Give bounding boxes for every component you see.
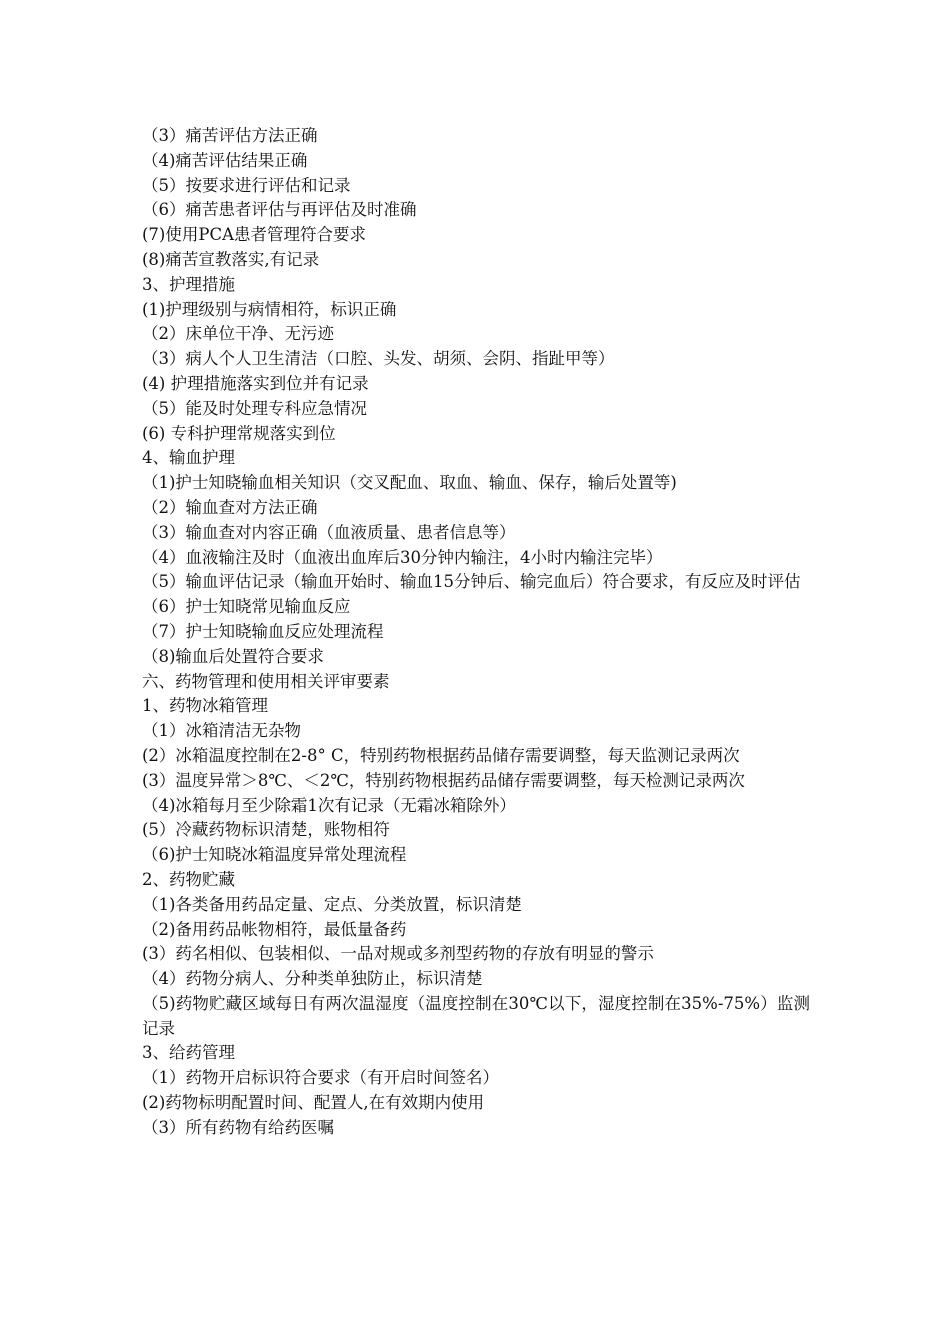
list-item: （3）病人个人卫生清洁（口腔、头发、胡须、会阴、指趾甲等） xyxy=(142,349,615,369)
section-heading: 3、给药管理 xyxy=(142,1043,235,1063)
list-item: (3）药名相似、包装相似、一品对规或多剂型药物的存放有明显的警示 xyxy=(142,944,654,964)
list-item: （2)备用药品帐物相符，最低量备药 xyxy=(142,919,407,939)
section-heading: 4、输血护理 xyxy=(142,448,235,468)
section-heading: 3、护理措施 xyxy=(142,274,235,294)
list-item: (1)护理级别与病情相符，标识正确 xyxy=(142,299,397,319)
list-item: （3）所有药物有给药医嘱 xyxy=(142,1117,334,1137)
list-item: （2）输血查对方法正确 xyxy=(142,497,318,517)
list-item: (2）冰箱温度控制在2-8° C，特别药物根据药品储存需要调整，每天监测记录两次 xyxy=(142,745,740,765)
list-item: （1)护士知晓输血相关知识（交叉配血、取血、输血、保存，输后处置等) xyxy=(142,473,677,493)
list-item: (8)痛苦宣教落实,有记录 xyxy=(142,249,320,269)
chapter-heading: 六、药物管理和使用相关评审要素 xyxy=(142,671,390,691)
list-item: (4) 护理措施落实到位并有记录 xyxy=(142,373,369,393)
list-item: (7)使用PCA患者管理符合要求 xyxy=(142,225,367,245)
document-body xyxy=(142,124,810,1141)
list-item: （5）按要求进行评估和记录 xyxy=(142,175,351,195)
list-item: （3）输血查对内容正确（血液质量、患者信息等） xyxy=(142,522,516,542)
list-item: （5)药物贮藏区域每日有两次温湿度（温度控制在30℃以下，湿度控制在35%-75%）监测记录 xyxy=(142,993,810,1038)
list-item: (2)药物标明配置时间、配置人,在有效期内使用 xyxy=(142,1093,485,1113)
list-item: （5）输血评估记录（输血开始时、输血15分钟后、输完血后）符合要求，有反应及时评估 xyxy=(142,572,801,592)
list-item: （4)冰箱每月至少除霜1次有记录（无霜冰箱除外） xyxy=(142,795,516,815)
section-heading: 1、药物冰箱管理 xyxy=(142,696,268,716)
list-item: （1）冰箱清洁无杂物 xyxy=(142,721,301,741)
list-item: （4）血液输注及时（血液出血库后30分钟内输注，4小时内输注完毕） xyxy=(142,547,663,567)
list-item: （3）痛苦评估方法正确 xyxy=(142,126,318,145)
list-item: （8)输血后处置符合要求 xyxy=(142,646,324,666)
list-item: （5）能及时处理专科应急情况 xyxy=(142,398,367,418)
list-item: （1）药物开启标识符合要求（有开启时间签名） xyxy=(142,1068,499,1088)
section-heading: 2、药物贮藏 xyxy=(142,869,235,889)
list-item: （6)护士知晓冰箱温度异常处理流程 xyxy=(142,845,407,865)
list-item: （6）痛苦患者评估与再评估及时准确 xyxy=(142,200,417,220)
list-item: (6) 专科护理常规落实到位 xyxy=(142,423,336,443)
list-item: （7）护士知晓输血反应处理流程 xyxy=(142,621,384,641)
list-item: (5）冷藏药物标识清楚，账物相符 xyxy=(142,820,390,840)
list-item: （2）床单位干净、无污迹 xyxy=(142,324,334,344)
list-item: （4）药物分病人、分种类单独防止，标识清楚 xyxy=(142,969,483,989)
list-item: (3）温度异常＞8℃、＜2℃，特别药物根据药品储存需要调整，每天检测记录两次 xyxy=(142,770,745,790)
list-item: （4)痛苦评估结果正确 xyxy=(142,150,308,170)
list-item: （6）护士知晓常见输血反应 xyxy=(142,597,351,617)
list-item: （1)各类备用药品定量、定点、分类放置，标识清楚 xyxy=(142,894,522,914)
